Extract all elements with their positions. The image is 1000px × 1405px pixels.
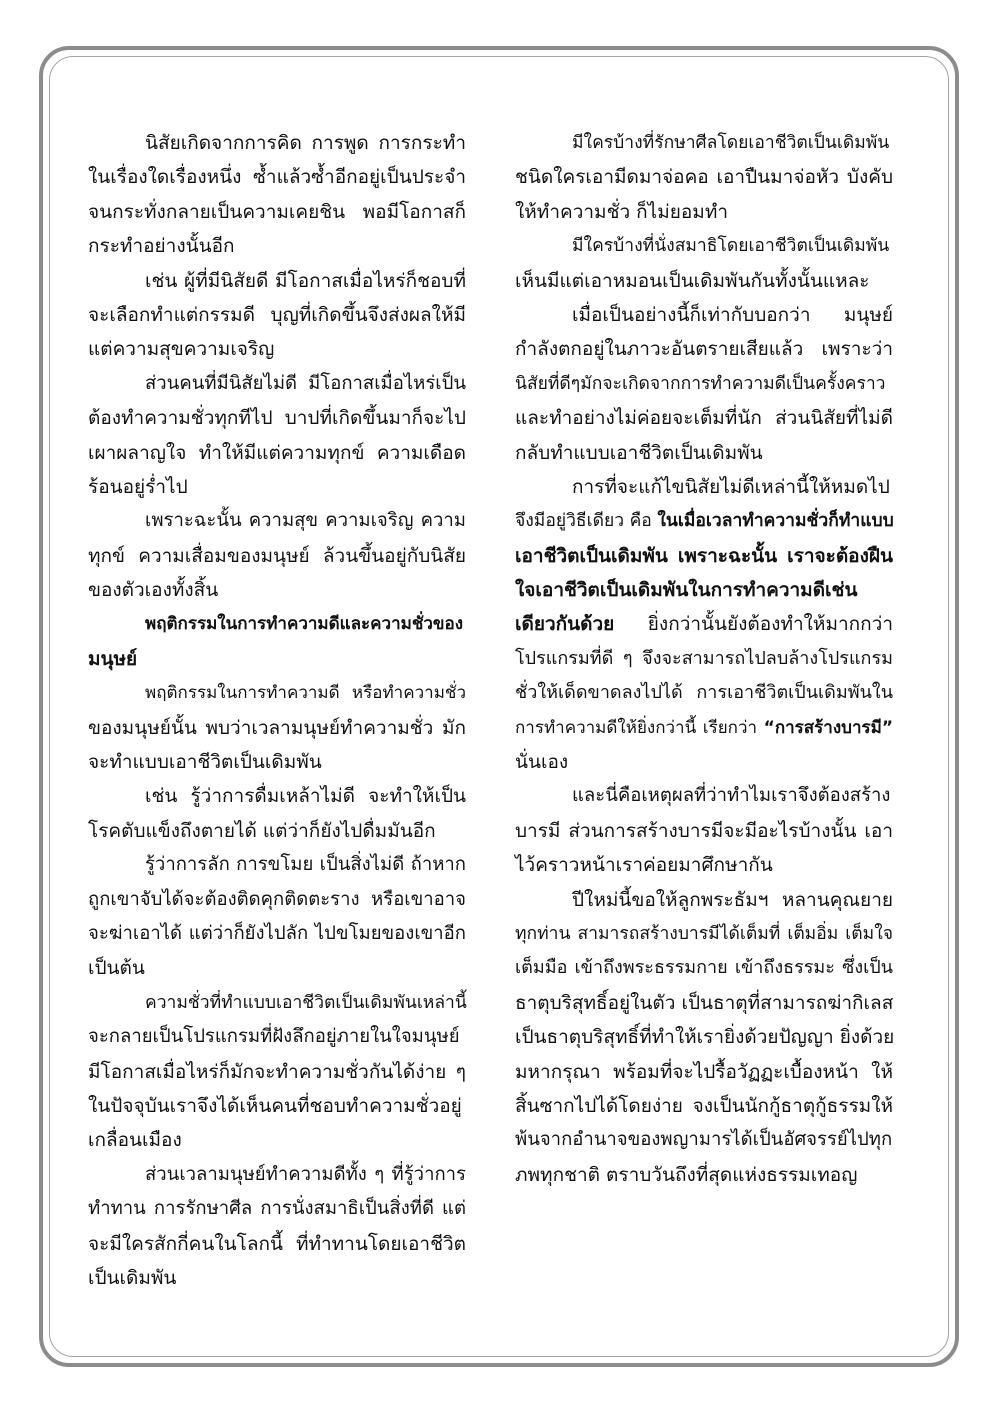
paragraph [88, 367, 466, 505]
text-line: ไว้คราวหน้าเราค่อยมาศึกษากัน [515, 854, 773, 877]
text-line: โรคตับแข็งถึงตายได้ แต่ว่าก็ยังไปดื่มมันอีก [88, 819, 436, 842]
text-line: เผาผลาญใจ ทำให้มีแต่ความทุกข์ ความเดือด [88, 441, 466, 464]
text-line: เช่น ผู้ที่มีนิสัยดี มีโอกาสเมื่อไหร่ก็ชอบที่ [145, 269, 466, 292]
text-line: กลับทำแบบเอาชีวิตเป็นเดิมพัน [515, 441, 763, 464]
text-line: ความชั่วที่ทำแบบเอาชีวิตเป็นเดิมพันเหล่านี้ [145, 992, 467, 1013]
text-line: ในปัจจุบันเราจึงได้เห็นคนที่ชอบทำความชั่วอยู่ [88, 1094, 462, 1117]
text-run: จึงมีอยู่วิธีเดียว คือ [515, 511, 658, 532]
paragraph [88, 986, 466, 1158]
text-line: พฤติกรรมในการทำความดี หรือทำความชั่ว [145, 683, 466, 704]
paragraph [515, 229, 893, 298]
text-line: จะทำแบบเอาชีวิตเป็นเดิมพัน [88, 751, 322, 774]
text-line: เพราะฉะนั้น ความสุข ความเจริญ ความ [145, 510, 466, 532]
text-line [515, 504, 893, 538]
paragraph [515, 470, 893, 780]
text-line [515, 711, 893, 745]
text-line: เช่น รู้ว่าการดื่มเหล้าไม่ดี จะทำให้เป็น [145, 785, 466, 808]
right-column [515, 126, 893, 1192]
paragraph [88, 848, 466, 986]
text-line: ชนิดใครเอามีดมาจ่อคอ เอาปืนมาจ่อหัว บังคับ [515, 166, 893, 189]
text-line: จะเลือกทำแต่กรรมดี บุญที่เกิดขึ้นจึงส่งผลให้มี [88, 303, 466, 326]
text-line: ส่วนเวลามนุษย์ทำความดีทั้ง ๆ ที่รู้ว่าการ [145, 1163, 466, 1185]
text-line: จนกระทั่งกลายเป็นความเคยชิน พอมีโอกาสก็ [88, 200, 466, 223]
text-line: ทุกข์ ความเสื่อมของมนุษย์ ล้วนขึ้นอยู่กับนิสัย [88, 544, 466, 567]
text-line: เห็นมีแต่เอาหมอนเป็นเดิมพันกันทั้งนั้นแหละ [515, 269, 870, 292]
text-line: ถูกเขาจับได้จะต้องติดคุกติดตะราง หรือเขาอาจ [88, 888, 466, 910]
paragraph [88, 676, 466, 779]
text-line: พ้นจากอำนาจของพญามารได้เป็นอัศจรรย์ไปทุก [515, 1129, 893, 1151]
bold-text-line: ใจเอาชีวิตเป็นเดิมพันในการทำความดีเช่น [515, 579, 858, 602]
paragraph [88, 779, 466, 848]
text-line: จะกลายเป็นโปรแกรมที่ฝังลึกอยู่ภายในใจมนุษย์ [88, 1026, 460, 1048]
text-line: ปีใหม่นี้ขอให้ลูกพระธัมฯ หลานคุณยาย [572, 888, 893, 911]
paragraph [515, 779, 893, 882]
text-line: ธาตุบริสุทธิ์อยู่ในตัว เป็นธาตุที่สามารถฆ่ากิเลส [515, 991, 894, 1014]
text-line: และนี่คือเหตุผลที่ว่าทำไมเราจึงต้องสร้าง [572, 785, 891, 807]
paragraph [88, 264, 466, 367]
paragraph [515, 126, 893, 229]
text-line: มีใครบ้างที่นั่งสมาธิโดยเอาชีวิตเป็นเดิมพัน [572, 236, 890, 257]
text-line: เมื่อเป็นอย่างนี้ก็เท่ากับบอกว่า มนุษย์ [572, 303, 893, 326]
text-line: เป็นธาตุบริสุทธิ์ที่ทำให้เรายิ่งด้วยปัญญา ยิ่งด้วย [515, 1026, 895, 1049]
text-line: มหากรุณา พร้อมที่จะไปรื้อวัฏฏะเบื้องหน้า ให้ [515, 1060, 893, 1083]
text-line: ทำทาน การรักษาศีล การนั่งสมาธิเป็นสิ่งที่ดี แต่ [88, 1198, 466, 1220]
text-line: นิสัยเกิดจากการคิด การพูด การกระทำ [145, 132, 466, 154]
text-run: ยิ่งกว่านั้นยังต้องทำให้มากกว่า [614, 613, 893, 636]
text-line: จะมีใครสักกี่คนในโลกนี้ ที่ทำทานโดยเอาชีวิต [88, 1232, 466, 1255]
heading-line: พฤติกรรมในการทำความดีและความชั่วของ [145, 614, 464, 635]
text-line: เป็นต้น [88, 957, 145, 980]
text-line: กระทำอย่างนั้นอีก [88, 235, 235, 258]
text-line: ให้ทำความชั่ว ก็ไม่ยอมทำ [515, 200, 729, 223]
text-line: ต้องทำความชั่วทุกทีไป บาปที่เกิดขึ้นมาก็จะไป [88, 407, 466, 430]
text-line: บารมี ส่วนการสร้างบารมีจะมีอะไรบ้างนั้น เอา [515, 819, 893, 842]
text-line: การที่จะแก้ไขนิสัยไม่ดีเหล่านี้ให้หมดไป [572, 475, 890, 498]
paragraph [515, 298, 893, 470]
text-line: ชั่วให้เด็ดขาดลงไปได้ การเอาชีวิตเป็นเดิมพันใน [515, 682, 893, 704]
text-line: นั่นเอง [515, 751, 569, 774]
text-line: ทุกท่าน สามารถสร้างบารมีได้เต็มที่ เต็มอิ่ม เต็มใจ [515, 923, 893, 944]
text-line: จะฆ่าเอาได้ แต่ว่าก็ยังไปลัก ไปขโมยของเขาอีก [88, 922, 466, 944]
bold-text-line: เอาชีวิตเป็นเดิมพัน เพราะฉะนั้น เราจะต้องฝืน [515, 544, 893, 567]
text-line: และทำอย่างไม่ค่อยจะเต็มที่นัก ส่วนนิสัยที่ไม่ดี [515, 407, 893, 430]
text-line: ภพทุกชาติ ตราบวันถึงที่สุดแห่งธรรมเทอญ [515, 1163, 858, 1186]
text-line: โปรแกรมที่ดี ๆ จึงจะสามารถไปลบล้างโปรแกรม [515, 647, 893, 669]
text-line: ร้อนอยู่ร่ำไป [88, 475, 188, 498]
text-run: การทำความดีให้ยิ่งกว่านี้ เรียกว่า [515, 717, 764, 738]
text-line: เกลื่อนเมือง [88, 1129, 182, 1152]
text-line: ของมนุษย์นั้น พบว่าเวลามนุษย์ทำความชั่ว มัก [88, 716, 466, 739]
text-line: นิสัยที่ดีๆมักจะเกิดจากการทำความดีเป็นครั้งคราว [515, 373, 886, 394]
text-line: ในเรื่องใดเรื่องหนึ่ง ซ้ำแล้วซ้ำอีกอยู่เป็นประจำ [88, 166, 466, 189]
heading-line: มนุษย์ [88, 647, 138, 670]
section-heading [88, 607, 466, 676]
bold-text: เดียวกันด้วย [515, 613, 615, 636]
text-line: เป็นเดิมพัน [88, 1266, 177, 1289]
left-column [88, 126, 466, 1295]
paragraph [88, 126, 466, 264]
text-line [515, 607, 893, 641]
text-line: ของตัวเองทั้งสิ้น [88, 579, 219, 602]
text-line: มีโอกาสเมื่อไหร่ก็มักจะทำความชั่วกันได้ง่าย ๆ [88, 1060, 466, 1083]
paragraph [88, 1158, 466, 1296]
text-line: เต็มมือ เข้าถึงพระธรรมกาย เข้าถึงธรรมะ ซึ่งเป็น [515, 957, 893, 979]
bold-text: “การสร้างบารมี” [763, 717, 893, 738]
text-line: มีใครบ้างที่รักษาศีลโดยเอาชีวิตเป็นเดิมพัน [572, 133, 890, 153]
text-line: กำลังตกอยู่ในภาวะอันตรายเสียแล้ว เพราะว่า [515, 338, 893, 361]
paragraph [515, 883, 893, 1193]
text-line: รู้ว่าการลัก การขโมย เป็นสิ่งไม่ดี ถ้าหาก [145, 854, 466, 876]
text-line: ส่วนคนที่มีนิสัยไม่ดี มีโอกาสเมื่อไหร่เป็น [145, 372, 466, 394]
text-line: แต่ความสุขความเจริญ [88, 338, 275, 361]
text-line: สิ้นซากไปได้โดยง่าย จงเป็นนักกู้ธาตุกู้ธรรมให้ [515, 1094, 893, 1117]
bold-text: ในเมื่อเวลาทำความชั่วก็ทำแบบ [657, 511, 894, 532]
paragraph [88, 504, 466, 607]
